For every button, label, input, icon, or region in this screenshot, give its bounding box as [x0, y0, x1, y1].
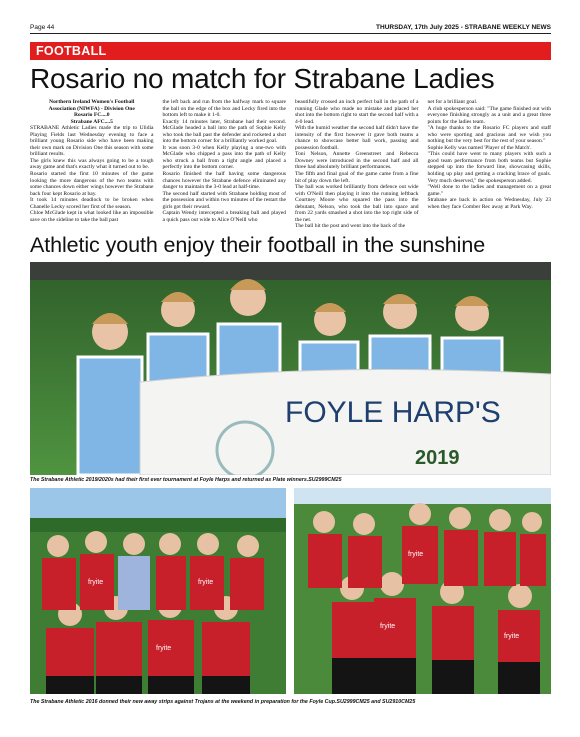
shirt-sponsor-text: fryite: [156, 645, 172, 652]
photo-caption-main: The Strabane Athletic 2019/2020s had their first ever tournament at Foyle Harps and returned as Plate winners.SU2999CM25: [30, 477, 342, 483]
paragraph: The second half started with Strabane holding most of the possession and within two minutes of the restart the girls got their reward.: [162, 190, 286, 210]
team-photo-left-art: [30, 488, 286, 694]
paragraph: Chloe McGlade kept in what looked like an impossible save on the sideline to take the ball past: [30, 210, 154, 223]
paragraph: A club spokesperson said: "The game finished out with everyone finishing strongly as a unit and a great three points for the ladies team.: [427, 105, 551, 125]
paragraph: Captain Wendy intercepted a breaking ball and played a quick pass out wide to Alice O'Neill who: [162, 210, 286, 223]
paragraph: "This could have went to many players with such a good team performance from both teams but Sophie stepped up into the forward line, showcasing skills, holding up play and getting a cracking brace of goals. Very much deserved," the spokesperson added.: [427, 151, 551, 184]
paragraph: the left back and run from the halfway mark to square the ball on the edge of the box and Lecky fired into the bottom left to make it 1-0.: [162, 99, 286, 119]
paragraph: Toni Nelson, Annette Greenstreet and Rebecca Downey were introduced in the second half and all three had absolutely brilliant performances.: [295, 151, 419, 171]
subhead-line: Association (NIWFA) - Division One: [48, 105, 135, 112]
paragraph: The ball hit the post and went into the back of the: [295, 223, 406, 230]
team-photo-main-art: [30, 262, 551, 475]
page-header: [30, 24, 551, 31]
article-column-1: [30, 99, 154, 230]
subhead-line: Rosario FC....0: [73, 112, 110, 119]
article-column-3: [295, 99, 419, 230]
dateline: THURSDAY, 17th July 2025 - STRABANE WEEKLY NEWS: [376, 24, 551, 31]
shirt-sponsor-text: fryite: [504, 633, 520, 640]
team-photo-main: [30, 262, 551, 475]
article-body: [30, 99, 551, 230]
subhead-line: Strabane AFC....5: [70, 118, 113, 125]
paragraph: It took 14 minutes deadlock to be broken when Chanelle Lecky scored her first of the season.: [30, 197, 154, 210]
paragraph: net for a brilliant goal.: [427, 99, 478, 105]
subhead-line: Northern Ireland Women's Football: [49, 99, 135, 105]
team-photo-left: [30, 488, 286, 694]
article-column-2: [163, 99, 287, 230]
header-rule: [30, 33, 551, 34]
paragraph: "Well done to the ladies and management on a great game.": [427, 184, 551, 197]
paragraph: STRABANE Athletic Ladies made the trip to Ulidia Playing Fields last Wednesday evening to face a brilliant young Rosario side who have been making their own mark on Division One this season with some brilliant results.: [30, 125, 154, 158]
shirt-sponsor-text: fryite: [88, 579, 104, 586]
paragraph: It was soon 3-0 when Kelly playing a one-two with McGlade who chipped a pass into the path of Kelly who struck a ball from a tight angle and placed a perfectly into the bottom corner.: [162, 144, 286, 171]
article-headline: Rosario no match for Strabane Ladies: [30, 63, 495, 94]
banner-year: 2019: [415, 447, 460, 469]
paragraph: beautifully crossed an inch perfect ball in the path of a running Glade who made no mistake and placed her shot into the bottom right to start the second half with a 4-0 lead.: [295, 99, 419, 125]
photo-caption-bottom: The Strabane Athletic 2016 donned their new away strips against Trojans at the weekend in preparation for the Foyle Cup.SU2999CM25 and SU2910CM25: [30, 699, 416, 705]
paragraph: Exactly 14 minutes later, Strabane had their second. McGlade headed a ball into the path of Sophie Kelly who took the ball past the defender and rocketed a shot into the bottom corner for a brilliantly worked goal.: [162, 118, 286, 145]
paragraph: Strabane are back in action on Wednesday, July 23 when they face Comber Rec away at Park Way.: [427, 197, 551, 210]
article-column-4: [428, 99, 552, 230]
page-number: Page 44: [30, 24, 55, 31]
paragraph: The girls knew this was always going to be a tough away game and that's exactly what it turned out to be.: [30, 157, 154, 171]
feature-headline: Athletic youth enjoy their football in the sunshine: [30, 233, 486, 257]
shirt-sponsor-text: fryite: [408, 551, 424, 558]
paragraph: Sophie Kelly was named 'Player of the Match'.: [427, 144, 532, 151]
paragraph: Rosario finished the half having some dangerous chances however the Strabane defence eliminated any danger to maintain the 3-0 lead at half-time.: [162, 171, 286, 191]
paragraph: With the humid weather the second half didn't have the intensity of the first however it gave both teams a chance to showcase better ball work, passing and possession football.: [295, 125, 419, 151]
paragraph: Rosario started the first 10 minutes of the game looking the more dangerous of the two teams with some chances down either wings however the Strabane back four kept Rosario at bay.: [30, 171, 154, 197]
paragraph: "A huge thanks to the Rosario FC players and staff who were sporting and gracious and we wish you nothing but the very best for the rest of your season.": [427, 125, 551, 145]
paragraph: The fifth and final goal of the game came from a fine bit of play down the left.: [295, 171, 419, 184]
shirt-sponsor-text: fryite: [198, 579, 214, 586]
banner-text: FOYLE HARP'S: [285, 396, 501, 429]
paragraph: The ball was worked brilliantly from defence out wide with O'Neill then playing it into the running leftback Courtney Moore who squared the pass into the debutant, Nelson, who took the ball into space and from 22 yards smashed a shot into the top right side of the net.: [295, 184, 419, 223]
team-photo-right-art: [294, 488, 551, 694]
shirt-sponsor-text: fryite: [380, 623, 396, 630]
team-photo-right: [294, 488, 551, 694]
section-label: FOOTBALL: [30, 42, 551, 60]
